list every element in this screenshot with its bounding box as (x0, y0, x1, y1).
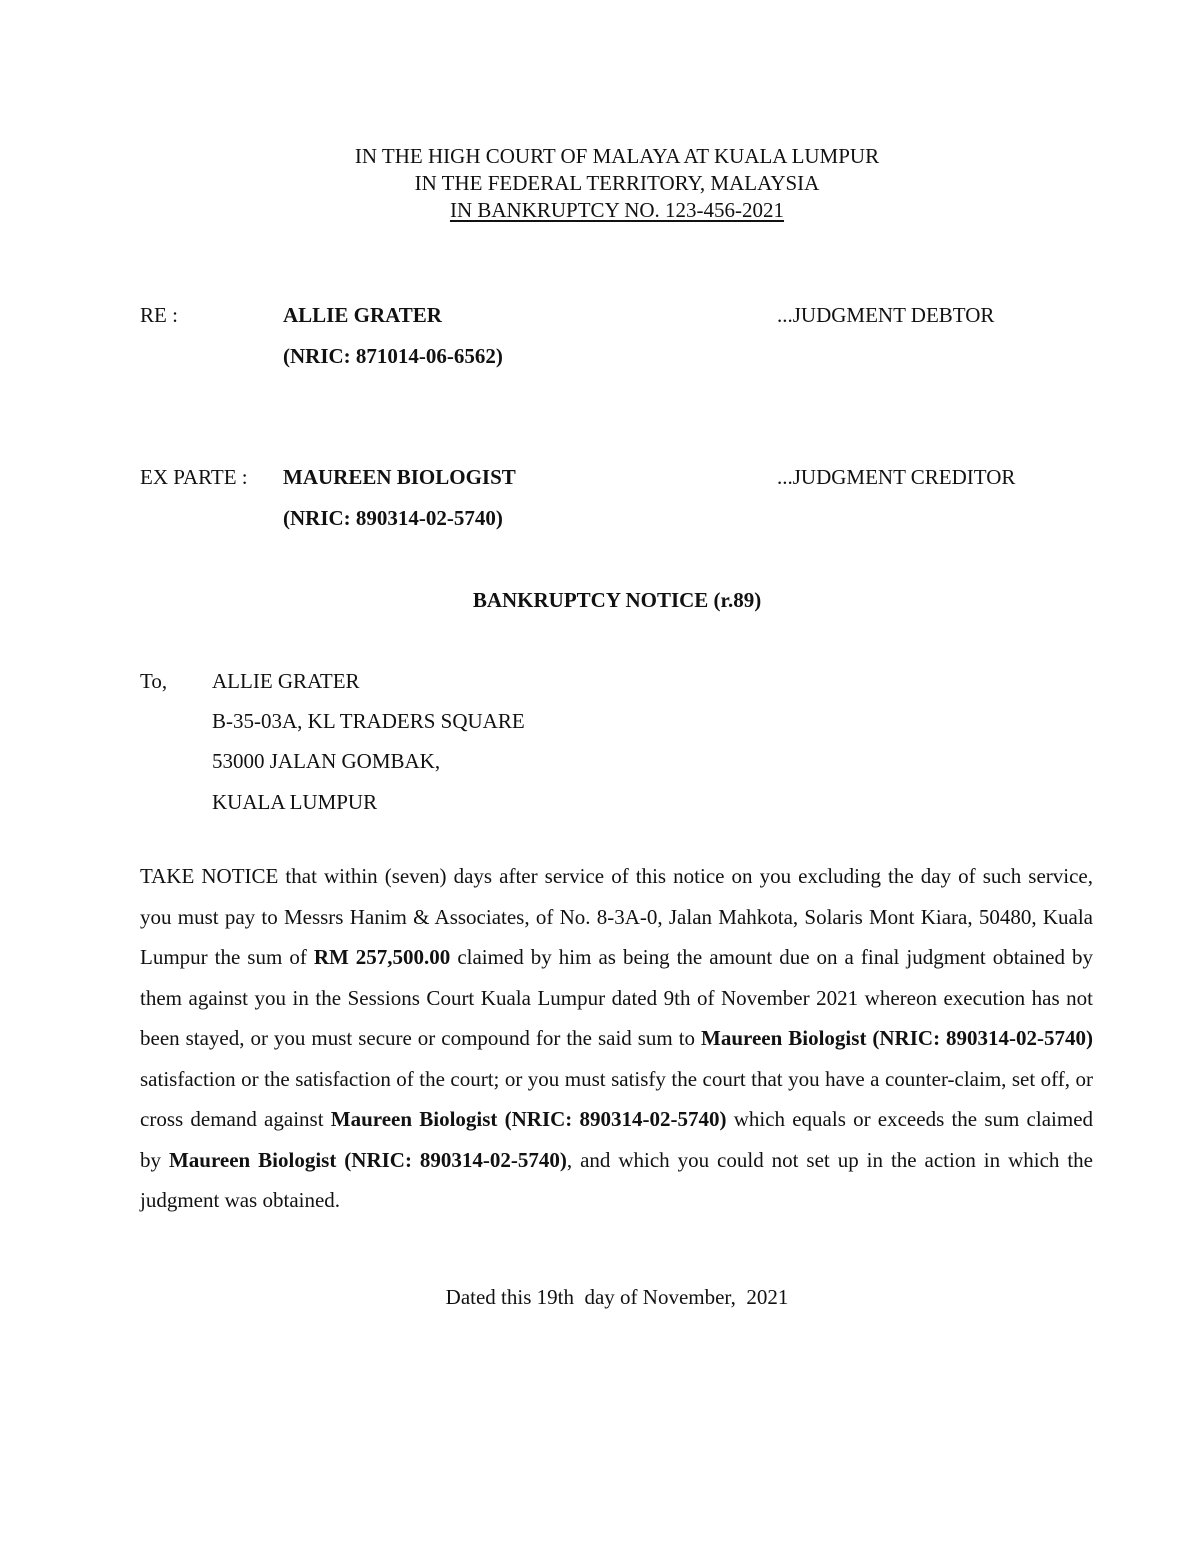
debtor-name: ALLIE GRATER (283, 303, 442, 327)
body-segment: claimed by him as being the amount due on a final judgment obtained by them against you in the Sessions Court Kuala Lumpur dated 9th of November 2021 whereon execution has not been stayed, or you must secure or compound for the said sum to (140, 945, 1093, 1050)
dated-line: Dated this 19th day of November, 2021 (445, 1285, 789, 1309)
body-segment: satisfaction or the satisfaction of the court; or you must satisfy the court that you have a counter-claim, set off, or cross demand against (140, 1066, 1093, 1131)
body-segment: , and which you could not set up in the action in which the judgment was obtained. (140, 1147, 1094, 1212)
notice-title: BANKRUPTCY NOTICE (r.89) (472, 588, 762, 612)
creditor-reference: Maureen Biologist (NRIC: 890314-02-5740) (330, 1107, 727, 1131)
address-line: ALLIE GRATER (212, 669, 360, 693)
debtor-role: ...JUDGMENT DEBTOR (777, 303, 995, 327)
case-number-heading (0, 200, 1200, 221)
body-segment: which equals or exceeds the sum claimed by (140, 1107, 1094, 1172)
creditor-name: MAUREEN BIOLOGIST (283, 465, 516, 489)
body-segment: TAKE NOTICE that within (seven) days after service of this notice on you excluding the day of such service, you must pay to Messrs Hanim & Associates, of No. 8-3A-0, Jalan Mahkota, Solaris Mont Kiara, 50480, Kuala Lumpur the sum of (140, 864, 1093, 969)
creditor-nric: (NRIC: 890314-02-5740) (283, 506, 503, 530)
to-label: To, (140, 669, 168, 693)
ex-parte-label: EX PARTE : (140, 465, 248, 489)
address-line: KUALA LUMPUR (212, 790, 378, 814)
creditor-reference: Maureen Biologist (NRIC: 890314-02-5740) (168, 1147, 567, 1172)
re-label: RE : (140, 303, 178, 327)
court-heading: IN THE HIGH COURT OF MALAYA AT KUALA LUMPUR (354, 144, 880, 168)
territory-heading: IN THE FEDERAL TERRITORY, MALAYSIA (414, 171, 820, 195)
address-line: B-35-03A, KL TRADERS SQUARE (212, 709, 525, 733)
claim-amount: RM 257,500.00 (313, 945, 451, 969)
debtor-nric: (NRIC: 871014-06-6562) (283, 344, 503, 368)
creditor-role: ...JUDGMENT CREDITOR (777, 465, 1016, 489)
creditor-reference: Maureen Biologist (NRIC: 890314-02-5740) (701, 1026, 1094, 1050)
notice-body-paragraph (140, 856, 1093, 1221)
case-number-text: IN BANKRUPTCY NO. 123-456-2021 (449, 198, 785, 222)
address-line: 53000 JALAN GOMBAK, (212, 749, 441, 773)
